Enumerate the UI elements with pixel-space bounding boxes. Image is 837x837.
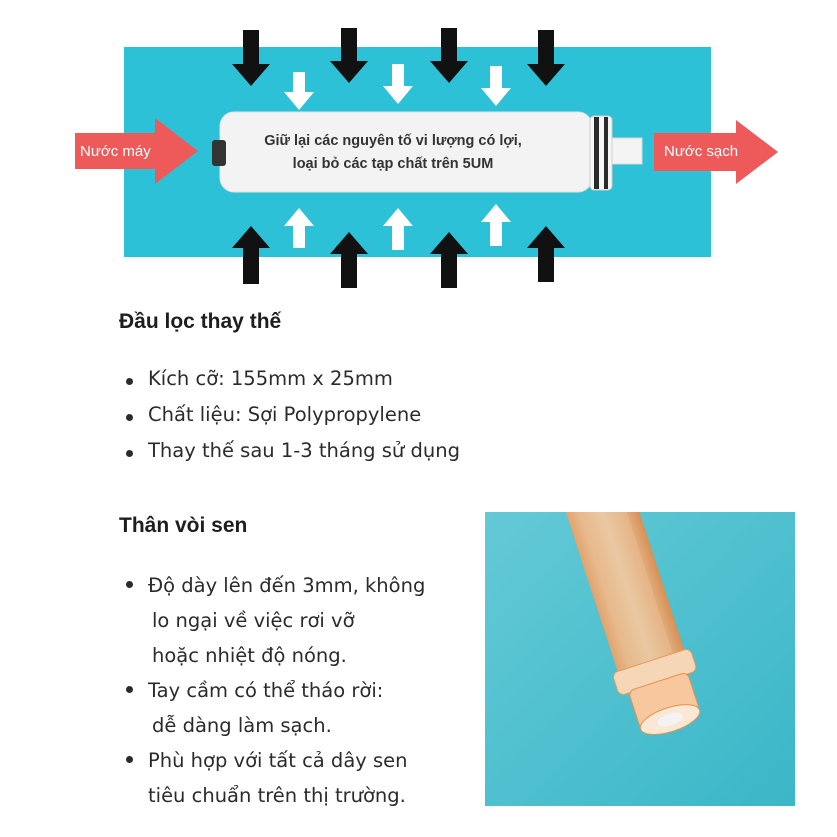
filter-end-cap (590, 116, 612, 190)
list-item-line: Tay cầm có thể tháo rời: (148, 679, 384, 702)
inlet-label: Nước máy (80, 143, 151, 160)
list-item-line: Phù hợp với tất cả dây sen (148, 749, 408, 772)
filter-cartridge (220, 112, 592, 192)
filter-spec-list (124, 365, 460, 473)
list-item (124, 673, 425, 743)
filter-description-line1: Giữ lại các nguyên tố vi lượng có lợi, (264, 133, 522, 149)
list-item: Chất liệu: Sợi Polypropylene (124, 401, 460, 437)
shower-body-photo (485, 512, 795, 806)
list-item (124, 743, 425, 813)
list-item-line: hoặc nhiệt độ nóng. (152, 644, 347, 667)
body-spec-list (124, 568, 425, 813)
list-item-line: tiêu chuẩn trên thị trường. (148, 784, 406, 807)
list-item-line: lo ngại về việc rơi vỡ (152, 609, 355, 632)
list-item (124, 568, 425, 673)
body-section-title: Thân vòi sen (119, 514, 248, 537)
outlet-label: Nước sạch (664, 143, 739, 160)
list-item-line: dễ dàng làm sạch. (152, 714, 332, 737)
filter-section-title: Đầu lọc thay thế (119, 310, 282, 333)
list-item: Kích cỡ: 155mm x 25mm (124, 365, 460, 401)
list-item-line: Độ dày lên đến 3mm, không (148, 574, 426, 597)
filter-description-line2: loại bỏ các tạp chất trên 5UM (292, 156, 494, 172)
outlet-pipe (610, 138, 642, 164)
filtered-arrows-top (284, 64, 511, 110)
list-item: Thay thế sau 1-3 tháng sử dụng (124, 437, 460, 473)
filtered-arrows-bottom (284, 204, 511, 250)
